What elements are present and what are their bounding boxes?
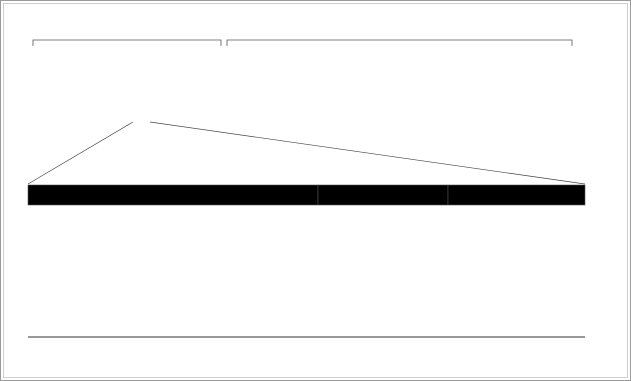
- hla-class-bar: [28, 185, 585, 205]
- class-1-region: [28, 185, 318, 205]
- class-2-region: [448, 185, 585, 205]
- class-3-region: [318, 185, 448, 205]
